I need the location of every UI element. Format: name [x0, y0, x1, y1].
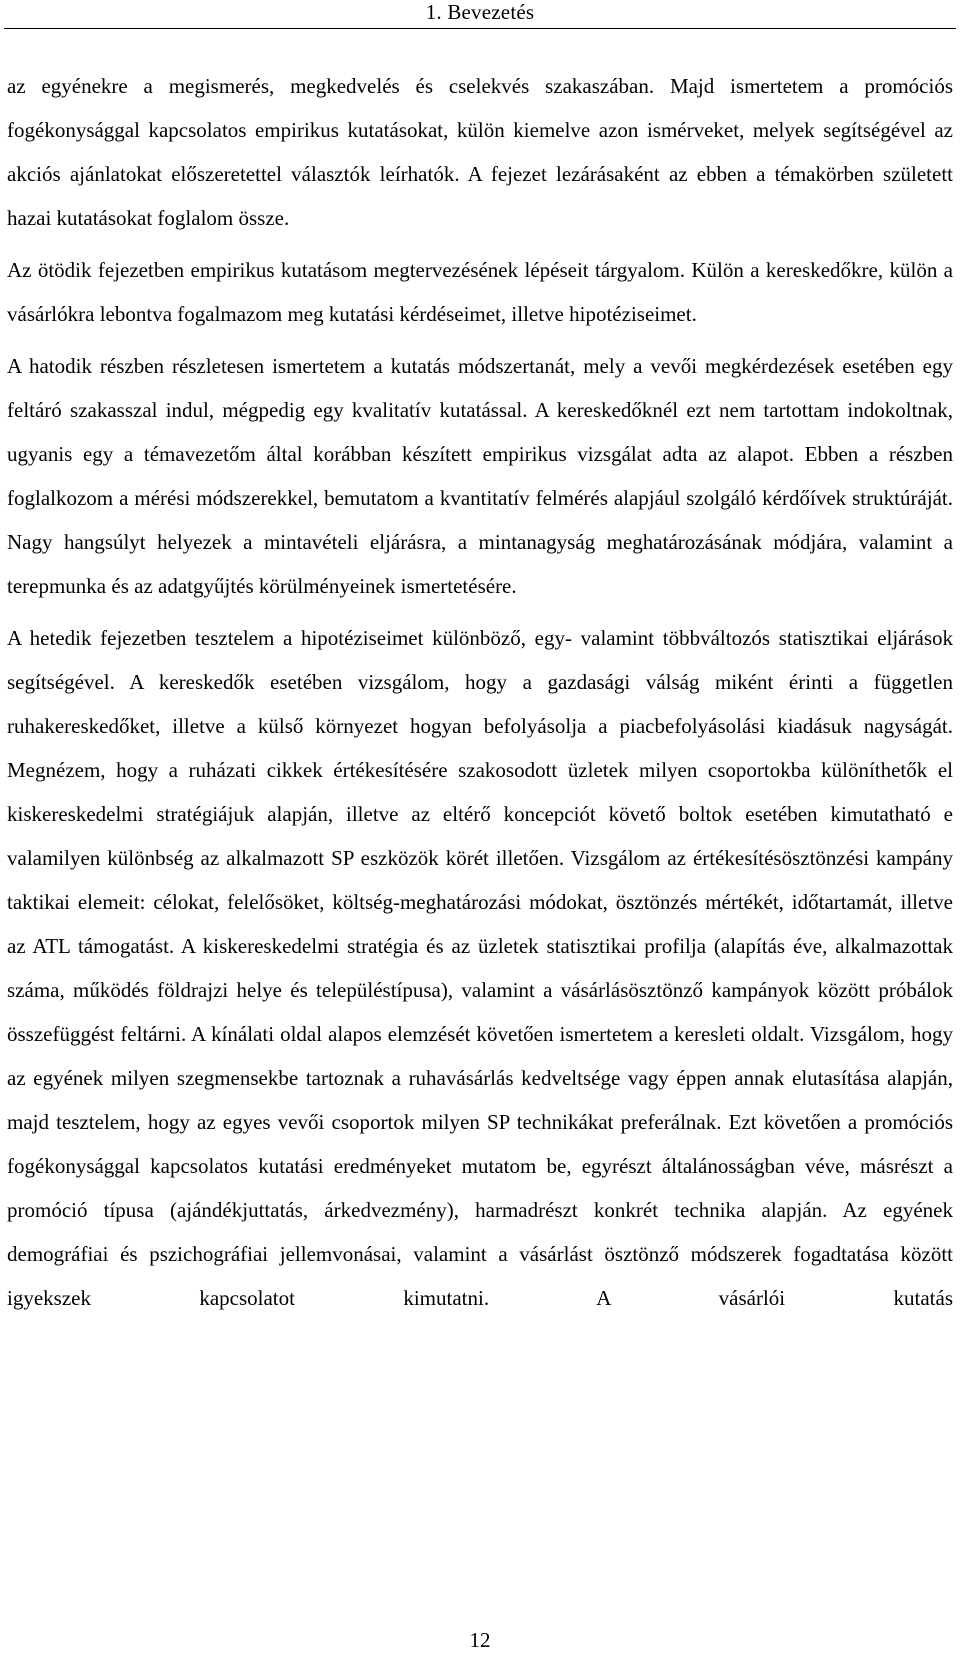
- paragraph: az egyénekre a megismerés, megkedvelés és cselekvés szakaszában. Majd ismertetem a promóciós fogékonysággal kapcsolatos empirikus kutatásokat, külön kiemelve azon ismérveket, melyek segítségével az akciós ajánlatokat előszeretettel választók leírhatók. A fejezet lezárásaként az ebben a témakörben született hazai kutatásokat foglalom össze.: [7, 74, 953, 230]
- page-number: 12: [469, 1628, 491, 1652]
- paragraph: A hatodik részben részletesen ismertetem a kutatás módszertanát, mely a vevői megkérdezések esetében egy feltáró szakasszal indul, mégpedig egy kvalitatív kutatással. A kereskedőknél ezt nem tartottam indokoltnak, ugyanis egy a témavezetőm által korábban készített empirikus vizsgálat adta az alapot. Ebben a részben foglalkozom a mérési módszerekkel, bemutatom a kvantitatív felmérés alapjául szolgáló kérdőívek struktúráját. Nagy hangsúlyt helyezek a mintavételi eljárásra, a mintanagyság meghatározásának módjára, valamint a terepmunka és az adatgyűjtés körülményeinek ismertetésére.: [7, 354, 953, 598]
- paragraph: A hetedik fejezetben tesztelem a hipotéziseimet különböző, egy- valamint többváltozós statisztikai eljárások segítségével. A kereskedők esetében vizsgálom, hogy a gazdasági válság miként érinti a független ruhakereskedőket, illetve a külső környezet hogyan befolyásolja a piacbefolyásolási kiadásuk nagyságát. Megnézem, hogy a ruházati cikkek értékesítésére szakosodott üzletek milyen csoportokba különíthetők el kiskereskedelmi stratégiájuk alapján, illetve az eltérő koncepciót követő boltok esetében kimutatható e valamilyen különbség az alkalmazott SP eszközök körét illetően. Vizsgálom az értékesítésösztönzési kampány taktikai elemeit: célokat, felelősöket, költség-meghatározási módokat, ösztönzés mértékét, időtartamát, illetve az ATL támogatást. A kiskereskedelmi stratégia és az üzletek statisztikai profilja (alapítás éve, alkalmazottak száma, működés földrajzi helye és településtípusa), valamint a vásárlásösztönző kampányok között próbálok összefüggést feltárni. A kínálati oldal alapos elemzését követően ismertetem a keresleti oldalt. Vizsgálom, hogy az egyének milyen szegmensekbe tartoznak a ruhavásárlás kedveltsége vagy éppen annak elutasítása alapján, majd tesztelem, hogy az egyes vevői csoportok milyen SP technikákat preferálnak. Ezt követően a promóciós fogékonysággal kapcsolatos kutatási eredményeket mutatom be, egyrészt általánosságban véve, másrészt a promóció típusa (ajándékjuttatás, árkedvezmény), harmadrészt konkrét technika alapján. Az egyének demográfiai és pszichográfiai jellemvonásai, valamint a vásárlást ösztönző módszerek fogadtatása között igyekszek kapcsolatot kimutatni. A vásárlói kutatás: [7, 626, 953, 1310]
- paragraph: Az ötödik fejezetben empirikus kutatásom megtervezésének lépéseit tárgyalom. Külön a kereskedőkre, külön a vásárlókra lebontva fogalmazom meg kutatási kérdéseimet, illetve hipotéziseimet.: [7, 258, 953, 326]
- body-text: [7, 64, 953, 1328]
- header-rule: [4, 28, 956, 29]
- running-header: 1. Bevezetés: [425, 0, 535, 24]
